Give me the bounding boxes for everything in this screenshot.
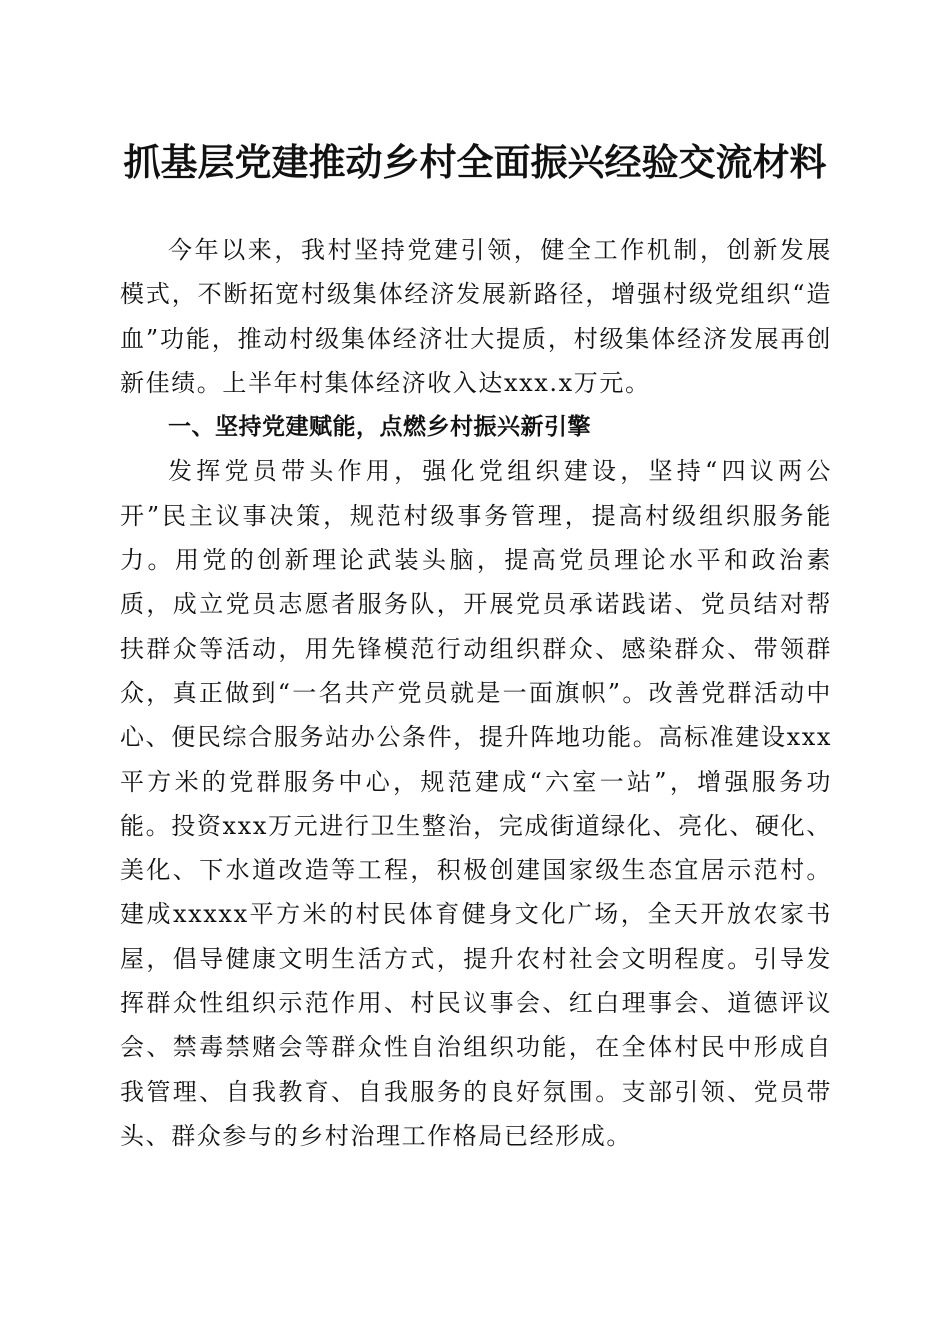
intro-paragraph: 今年以来，我村坚持党建引领，健全工作机制，创新发展模式，不断拓宽村级集体经济发展新路径，增强村级党组织“造血”功能，推动村级集体经济壮大提质，村级集体经济发展再创新佳绩。上半年村集体经济收入达xxx.x万元。 (120, 236, 832, 397)
section-1-heading: 一、坚持党建赋能，点燃乡村振兴新引擎 (168, 414, 591, 441)
section-1-paragraph: 发挥党员带头作用，强化党组织建设，坚持“四议两公开”民主议事决策，规范村级事务管理，提高村级组织服务能力。用党的创新理论武装头脑，提高党员理论水平和政治素质，成立党员志愿者服务队，开展党员承诺践诺、党员结对帮扶群众等活动，用先锋模范行动组织群众、感染群众、带领群众，真正做到“一名共产党员就是一面旗帜”。改善党群活动中心、便民综合服务站办公条件，提升阵地功能。高标准建设xxx平方米的党群服务中心，规范建成“六室一站”，增强服务功能。投资xxx万元进行卫生整治，完成街道绿化、亮化、硬化、美化、下水道改造等工程，积极创建国家级生态宜居示范村。建成xxxxx平方米的村民体育健身文化广场，全天开放农家书屋，倡导健康文明生活方式，提升农村社会文明程度。引导发挥群众性组织示范作用、村民议事会、红白理事会、道德评议会、禁毒禁赌会等群众性自治组织功能，在全体村民中形成自我管理、自我教育、自我服务的良好氛围。支部引领、党员带头、群众参与的乡村治理工作格局已经形成。 (120, 457, 832, 1150)
document-title: 抓基层党建推动乡村全面振兴经验交流材料 (123, 140, 827, 184)
document-body (120, 228, 832, 1158)
